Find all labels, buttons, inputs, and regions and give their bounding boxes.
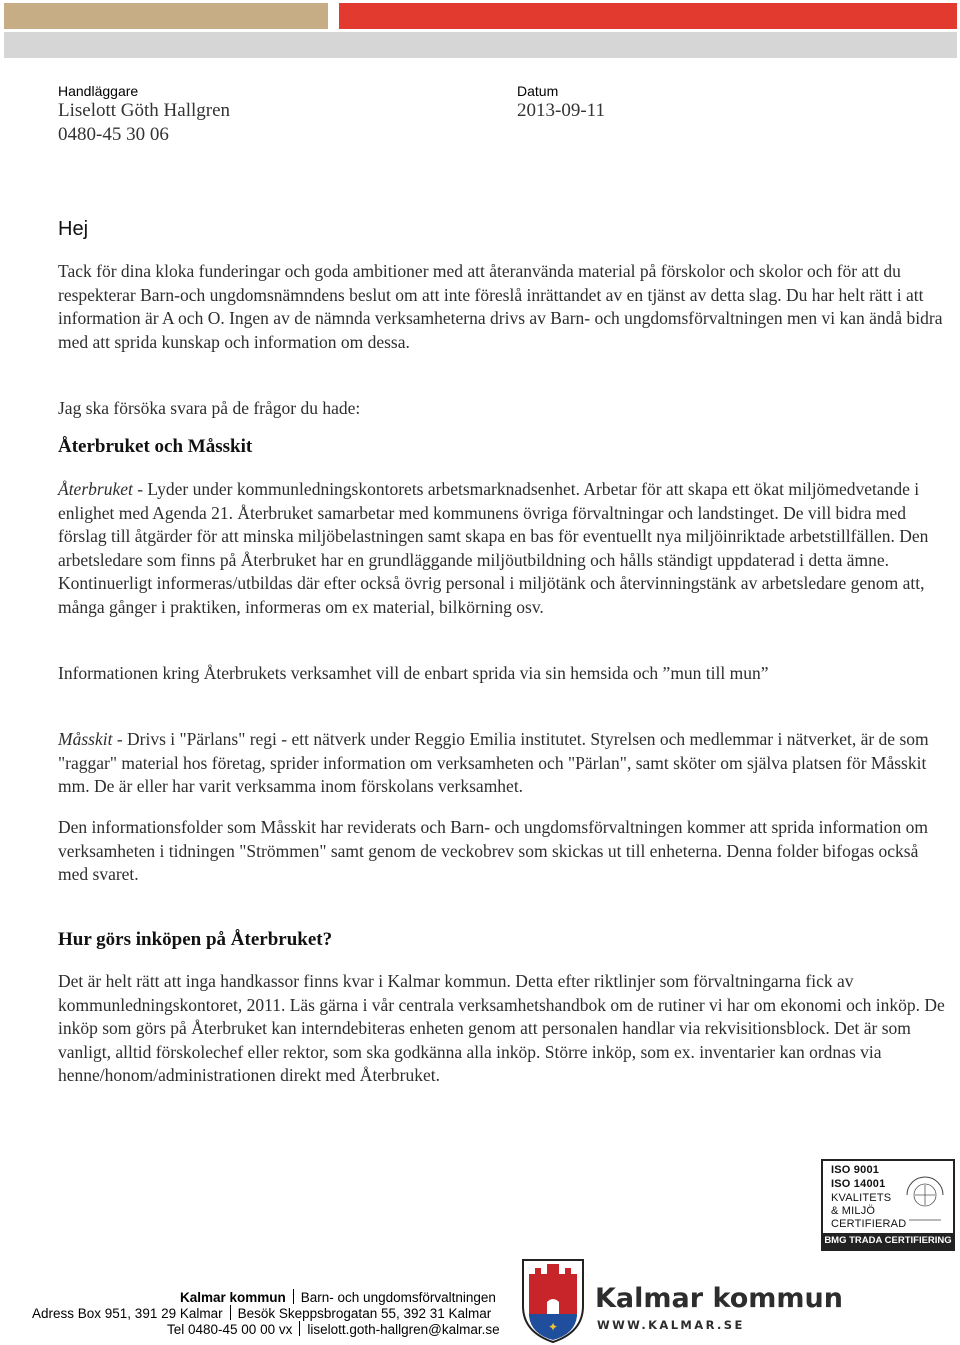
cert-line-1: ISO 9001 — [831, 1164, 880, 1176]
cert-line-3: KVALITETS — [831, 1192, 892, 1204]
kalmar-url[interactable]: WWW.KALMAR.SE — [597, 1318, 745, 1332]
cert-line-5: CERTIFIERAD — [831, 1218, 907, 1230]
paragraph-aterbruket — [58, 478, 950, 620]
svg-text:✦: ✦ — [547, 1320, 559, 1334]
masskit-text: - Drivs i "Pärlans" regi - ett nätverk under Reggio Emilia institutet. Styrelsen och medlemmar i nätverket, är de som "raggar" material hos företag, sprider information om verksamheten och "Pärlan", samt sköter om själva platsen för Måsskit mm. De är eller har varit verksamma inom förskolans verksamhet. — [58, 729, 929, 797]
handlaggare-name: Liselott Göth Hallgren — [58, 100, 231, 121]
datum-label: Datum — [517, 83, 559, 99]
masskit-term: Måsskit — [58, 729, 113, 749]
cert-line-4: & MILJÖ — [831, 1205, 876, 1217]
aterbruket-term: Återbruket — [58, 479, 133, 499]
heading-inkop: Hur görs inköpen på Återbruket? — [58, 929, 333, 950]
certification-badge — [821, 1159, 955, 1251]
cert-footer: BMG TRADA CERTIFIERING — [823, 1233, 953, 1249]
footer-email[interactable]: liselott.goth-hallgren@kalmar.se — [307, 1322, 500, 1337]
kalmar-crest-icon — [519, 1254, 587, 1344]
top-bar-red — [339, 3, 957, 29]
swedac-seal-icon — [901, 1165, 949, 1227]
heading-aterbruket-masskit: Återbruket och Måsskit — [58, 436, 253, 457]
paragraph-intro: Tack för dina kloka funderingar och goda ambitioner med att återanvända material på förskolor och skolor och för att du respekterar Barn-och ungdomsnämndens beslut om att inte föreslå inrättandet av en tjänst av detta slag. Du har helt rätt i att information är A och O. Ingen av de nämnda verksamheterna drivs av Barn- och ungdomsförvaltningen men vi kan ändå bidra med att sprida kunskap och information om dessa. — [58, 261, 943, 352]
footer-org: Kalmar kommun — [180, 1290, 286, 1305]
footer-line-1 — [180, 1289, 496, 1305]
footer-line-3 — [167, 1321, 500, 1337]
handlaggare-label: Handläggare — [58, 83, 139, 99]
top-bar-beige — [4, 3, 328, 29]
footer-dept: Barn- och ungdomsförvaltningen — [300, 1290, 496, 1305]
greeting: Hej — [58, 218, 89, 240]
footer-visit: Besök Skeppsbrogatan 55, 392 31 Kalmar — [237, 1306, 492, 1321]
cert-line-2: ISO 14001 — [831, 1178, 886, 1190]
datum-value: 2013-09-11 — [517, 100, 605, 121]
kalmar-kommun-logo-text: Kalmar kommun — [595, 1283, 843, 1314]
aterbruket-text: - Lyder under kommunledningskontorets arbetsmarknadsenhet. Arbetar för att skapa ett ökat miljömedvetande i enlighet med Agenda 21. Återbruket samarbetar med kommunens övriga förvaltningar och landstinget. De vill bidra med förslag till åtgärder för att minska miljöbelastningen samt skapa en bas för eventuellt nya miljöinriktade arbetstillfällen. Den arbetsledare som finns på Återbruket har en grundläggande miljöutbildning och hålls ständigt uppdaterad i detta ämne. Kontinuerligt informeras/utbildas där efter också övrig personal i miljötänk och återvinningstänk av arbetsledare genom att, många gånger i praktiken, informeras om ex material, bilkörning osv. — [58, 479, 929, 617]
paragraph-masskit — [58, 728, 950, 799]
footer-address: Adress Box 951, 391 29 Kalmar — [32, 1306, 223, 1321]
footer-line-2 — [32, 1305, 491, 1321]
top-bar-grey — [4, 32, 957, 58]
paragraph-folder: Den informationsfolder som Måsskit har reviderats och Barn- och ungdomsförvaltningen kommer att sprida information om verksamheten i tidningen "Strömmen" samt genom de veckobrev som skickas ut till enheterna. Denna folder bifogas också med svaret. — [58, 817, 928, 885]
paragraph-questions: Jag ska försöka svara på de frågor du hade: — [58, 398, 361, 418]
handlaggare-phone: 0480-45 30 06 — [58, 124, 169, 145]
footer-phone: Tel 0480-45 00 00 vx — [167, 1322, 293, 1337]
paragraph-information: Informationen kring Återbrukets verksamhet vill de enbart sprida via sin hemsida och ”mun till mun” — [58, 663, 769, 683]
paragraph-inkop: Det är helt rätt att inga handkassor finns kvar i Kalmar kommun. Detta efter riktlinjer som förvaltningarna fick av kommunledningskontoret, 2011. Läs gärna i vår centrala verksamhetshandbok om de rutiner vi har om ekonomi och inköp. De inköp som görs på Återbruket kan interndebiteras enheten genom att personalen handlar via rekvisitionsblock. Det är som vanligt, alltid förskolechef eller rektor, som ska godkänna alla inköp. Större inköp, som ex. inventarier kan ordnas via henne/honom/administrationen direkt med Återbruket. — [58, 971, 945, 1086]
